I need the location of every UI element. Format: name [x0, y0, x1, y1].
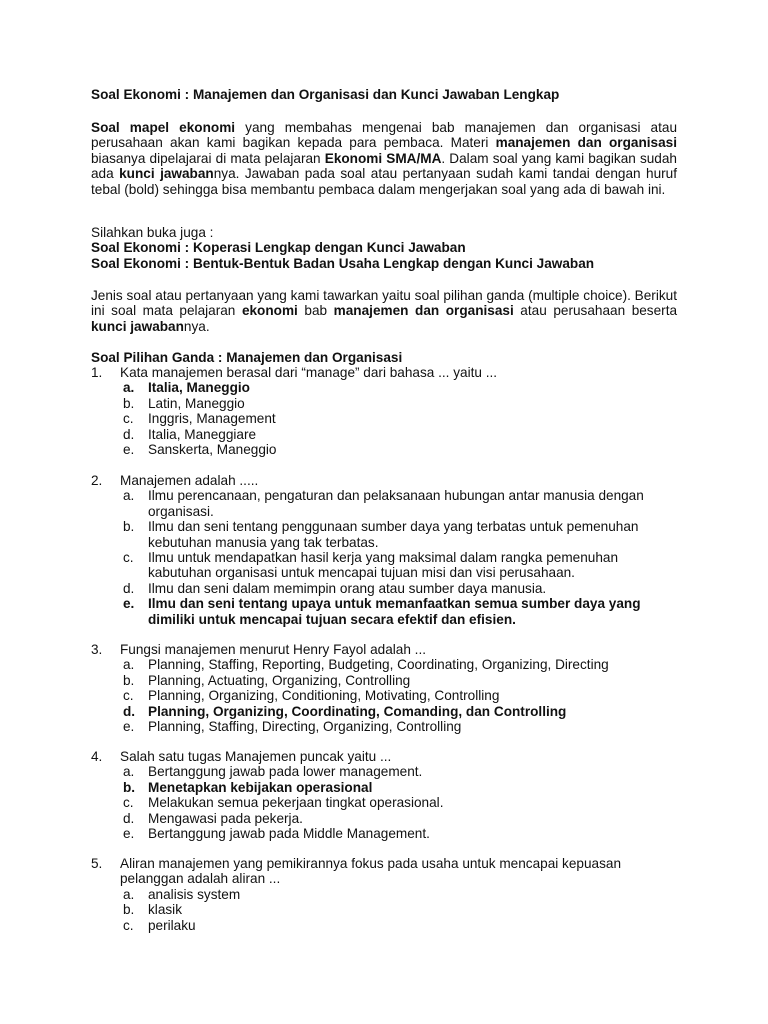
text: nya. — [183, 318, 210, 334]
section-title: Soal Pilihan Ganda : Manajemen dan Organisasi — [91, 350, 403, 365]
option-letter: d. — [123, 580, 135, 596]
option-letter: d. — [123, 810, 135, 826]
question-number: 2. — [91, 473, 103, 488]
option-letter: e. — [123, 596, 135, 612]
option-letter: d. — [123, 426, 135, 442]
option — [123, 902, 677, 917]
option — [123, 688, 677, 703]
option — [123, 581, 677, 596]
text: yang membahas mengenai bab manajemen dan organisasi atau perusahaan akan kami bagikan kepada para pembaca. Materi — [91, 120, 678, 151]
option — [123, 442, 677, 457]
option-letter: d. — [123, 703, 136, 719]
question-item — [91, 642, 677, 734]
option — [123, 826, 677, 841]
text: . Dalam soal yang kami bagikan sudah ada — [91, 150, 677, 182]
bold-text: kunci jawaban — [91, 318, 184, 334]
option-text: Ilmu perencanaan, pengaturan dan pelaksanaan hubungan antar manusia dengan organisasi. — [148, 488, 644, 519]
question-item — [91, 473, 677, 627]
question-number: 3. — [91, 642, 103, 657]
option-text: Latin, Maneggio — [148, 395, 245, 411]
option-text: Italia, Maneggio — [148, 380, 250, 396]
option-letter: a. — [123, 488, 135, 504]
option-text: Melakukan semua pekerjaan tingkat operasional. — [148, 795, 444, 811]
option-letter: c. — [123, 550, 134, 566]
bold-text: manajemen dan organisasi — [495, 135, 678, 151]
option-text: Ilmu dan seni dalam memimpin orang atau sumber daya manusia. — [148, 580, 547, 596]
option-letter: c. — [123, 795, 134, 811]
option-text: Menetapkan kebijakan operasional — [148, 779, 373, 795]
option-text: Planning, Organizing, Conditioning, Motivating, Controlling — [148, 688, 500, 704]
question-number: 5. — [91, 856, 103, 871]
question-text: Salah satu tugas Manajemen puncak yaitu ... — [120, 749, 392, 764]
option — [123, 519, 677, 550]
option-letter: b. — [123, 395, 135, 411]
option-letter: e. — [123, 719, 135, 735]
see-also-link[interactable]: Soal Ekonomi : Bentuk-Bentuk Badan Usaha Lengkap dengan Kunci Jawaban — [91, 255, 595, 271]
option-text: Planning, Staffing, Reporting, Budgeting, Coordinating, Organizing, Directing — [148, 657, 609, 673]
question-number: 4. — [91, 749, 103, 764]
question-type-paragraph — [91, 288, 677, 334]
answer-option — [123, 596, 677, 627]
option-text: Ilmu dan seni tentang penggunaan sumber daya yang terbatas untuk pemenuhan kebutuhan manusia yang tak terbatas. — [148, 519, 639, 550]
see-also-label: Silahkan buka juga : — [91, 225, 214, 240]
option — [123, 657, 677, 672]
option — [123, 764, 677, 779]
option-letter: a. — [123, 380, 135, 396]
bold-text: kunci jawaban — [119, 166, 214, 182]
option-text: Planning, Staffing, Directing, Organizing, Controlling — [148, 719, 462, 735]
option-letter: e. — [123, 826, 135, 842]
option-text: Italia, Maneggiare — [148, 426, 257, 442]
option-letter: c. — [123, 411, 134, 427]
option-letter: a. — [123, 886, 135, 902]
question-item — [91, 856, 677, 933]
option — [123, 673, 677, 688]
option-letter: a. — [123, 764, 135, 780]
option-text: analisis system — [148, 886, 241, 902]
option — [123, 411, 677, 426]
option-text: Bertanggung jawab pada Middle Management. — [148, 826, 430, 842]
bold-text: ekonomi — [241, 303, 298, 319]
option-letter: b. — [123, 519, 135, 535]
bold-text: manajemen dan organisasi — [333, 303, 514, 319]
answer-option — [123, 780, 677, 795]
option-letter: a. — [123, 657, 135, 673]
text: biasanya dipelajarai di mata pelajaran — [91, 150, 325, 166]
bold-text: Soal mapel ekonomi — [91, 120, 236, 135]
option-letter: c. — [123, 688, 134, 704]
intro-paragraph — [91, 120, 677, 197]
option-text: Planning, Organizing, Coordinating, Comanding, dan Controlling — [148, 703, 567, 719]
question-number: 1. — [91, 365, 103, 380]
question-text: Kata manajemen berasal dari “manage” dari bahasa ... yaitu ... — [120, 365, 498, 380]
question-text: Fungsi manajemen menurut Henry Fayol adalah ... — [120, 642, 427, 657]
question-item — [91, 749, 677, 841]
option — [123, 719, 677, 734]
option-letter: b. — [123, 672, 135, 688]
answer-option — [123, 380, 677, 395]
option — [123, 887, 677, 902]
option — [123, 396, 677, 411]
text: bab — [297, 303, 334, 319]
option-text: Sanskerta, Maneggio — [148, 442, 277, 458]
option-text: klasik — [148, 902, 182, 918]
document-title: Soal Ekonomi : Manajemen dan Organisasi dan Kunci Jawaban Lengkap — [91, 87, 560, 102]
text: nya. Jawaban pada soal atau pertanyaan sudah kami tandai dengan huruf tebal (bold) sehingga bisa membantu pembaca dalam mengerjakan soal yang ada di bawah ini. — [91, 166, 678, 197]
option-text: Bertanggung jawab pada lower management. — [148, 764, 423, 780]
option-text: Ilmu untuk mendapatkan hasil kerja yang maksimal dalam rangka pemenuhan kabutuhan organisasi untuk mencapai tujuan misi dan visi perusahaan. — [148, 550, 618, 581]
question-text: Manajemen adalah ..... — [120, 473, 259, 488]
option-letter: e. — [123, 442, 135, 458]
question-text: Aliran manajemen yang pemikirannya fokus pada usaha untuk mencapai kepuasan pelanggan adalah aliran ... — [120, 856, 622, 887]
see-also-link[interactable]: Soal Ekonomi : Koperasi Lengkap dengan Kunci Jawaban — [91, 240, 466, 256]
answer-option — [123, 704, 677, 719]
option-text: Inggris, Management — [148, 411, 276, 427]
option-letter: b. — [123, 902, 135, 918]
option — [123, 488, 677, 519]
option-text: Ilmu dan seni tentang upaya untuk memanfaatkan semua sumber daya yang dimiliki untuk mencapai tujuan secara efektif dan efisien. — [148, 596, 641, 627]
text: Jenis soal atau pertanyaan yang kami tawarkan yaitu soal pilihan ganda (multiple choice). Berikut ini soal mata pelajaran — [91, 288, 677, 319]
bold-text: Ekonomi SMA/MA — [324, 150, 442, 166]
option — [123, 427, 677, 442]
text: atau perusahaan beserta — [513, 303, 678, 319]
option-text: perilaku — [148, 917, 196, 933]
option — [123, 811, 677, 826]
option-letter: c. — [123, 917, 134, 933]
see-also — [91, 225, 677, 271]
option — [123, 795, 677, 810]
question-item — [91, 365, 677, 457]
option — [123, 918, 677, 933]
option — [123, 550, 677, 581]
option-letter: b. — [123, 779, 136, 795]
option-text: Mengawasi pada pekerja. — [148, 810, 303, 826]
option-text: Planning, Actuating, Organizing, Controlling — [148, 672, 411, 688]
